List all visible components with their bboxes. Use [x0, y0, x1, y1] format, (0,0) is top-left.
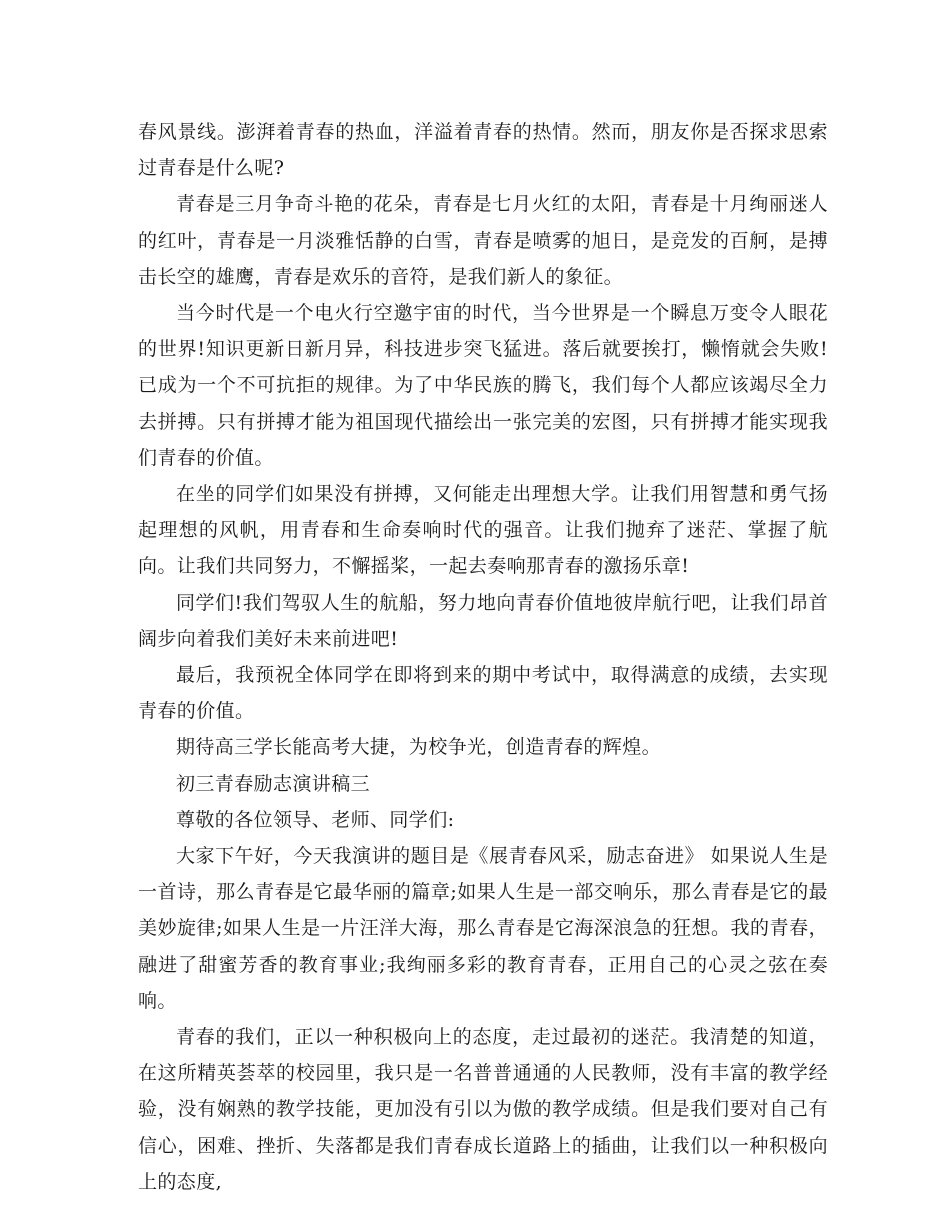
- salutation: 尊敬的各位领导、老师、同学们:: [176, 808, 455, 831]
- paragraph-3: 当今时代是一个电火行空邀宇宙的时代，当今世界是一个瞬息万变令人眼花的世界!知识更新日新月异，科技进步突飞猛进。落后就要挨打，懒惰就会失败!已成为一个不可抗拒的规律。为了中华民族的腾飞，我们每个人都应该竭尽全力去拼搏。只有拼搏才能为祖国现代描绘出一张完美的宏图，只有拼搏才能实现我们青春的价值。: [138, 302, 828, 469]
- paragraph-4: 在坐的同学们如果没有拼搏，又何能走出理想大学。让我们用智慧和勇气扬起理想的风帆，用青春和生命奏响时代的强音。让我们抛弃了迷茫、掌握了航向。让我们共同努力，不懈摇桨，一起去奏响那青春的激扬乐章!: [138, 483, 828, 578]
- paragraph-5: 同学们!我们驾驭人生的航船，努力地向青春价值地彼岸航行吧，让我们昂首阔步向着我们美好未来前进吧!: [138, 591, 828, 650]
- paragraph-2: 青春是三月争奇斗艳的花朵，青春是七月火红的太阳，青春是十月绚丽迷人的红叶，青春是一月淡雅恬静的白雪，青春是喷雾的旭日，是竞发的百舸，是搏击长空的雄鹰，青春是欢乐的音符，是我们新人的象征。: [138, 193, 828, 288]
- section-heading: 初三青春励志演讲稿三: [176, 772, 371, 795]
- paragraph-11: 青春的我们，正以一种积极向上的态度，走过最初的迷茫。我清楚的知道，在这所精英荟萃的校园里，我只是一名普普通通的人民教师，没有丰富的教学经验，没有娴熟的教学技能，更加没有引以为傲的教学成绩。但是我们要对自己有信心，困难、挫折、失落都是我们青春成长道路上的插曲，让我们以一种积极向上的态度,: [138, 1026, 828, 1193]
- paragraph-7: 期待高三学长能高考大捷，为校争光，创造青春的辉煌。: [176, 736, 662, 759]
- document-body: [138, 114, 828, 1200]
- paragraph-1: 春风景线。澎湃着青春的热血，洋溢着青春的热情。然而，朋友你是否探求思索过青春是什么呢?: [138, 121, 828, 180]
- paragraph-10: 大家下午好，今天我演讲的题目是《展青春风采，励志奋进》 如果说人生是一首诗，那么青春是它最华丽的篇章;如果人生是一部交响乐，那么青春是它的最美妙旋律;如果人生是一片汪洋大海，那么青春是它海深浪急的狂想。我的青春，融进了甜蜜芳香的教育事业;我绚丽多彩的教育青春，正用自己的心灵之弦在奏响。: [138, 845, 828, 1012]
- paragraph-6: 最后，我预祝全体同学在即将到来的期中考试中，取得满意的成绩，去实现青春的价值。: [138, 664, 828, 723]
